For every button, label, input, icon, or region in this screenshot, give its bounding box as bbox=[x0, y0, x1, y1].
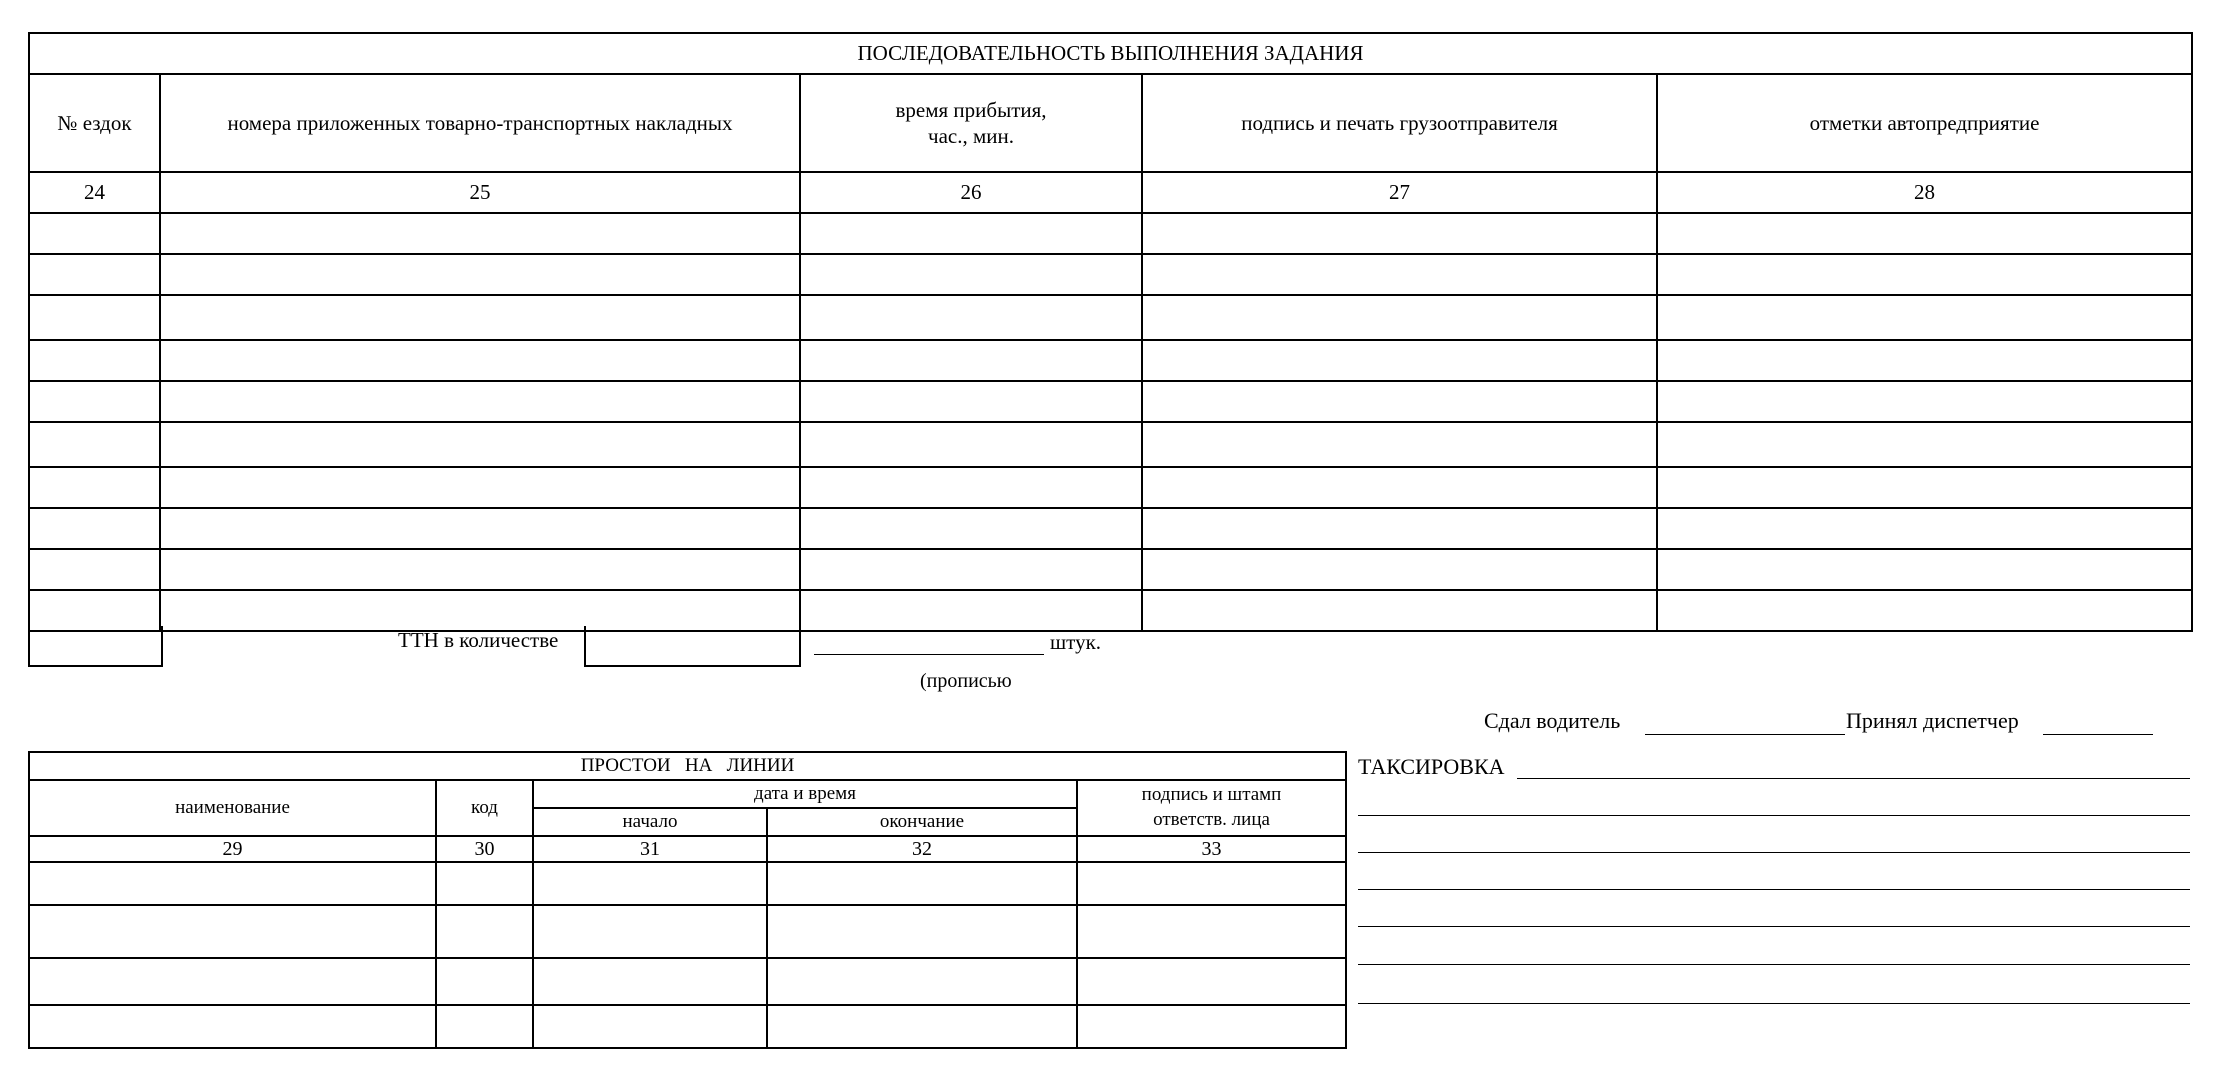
table-cell[interactable] bbox=[767, 905, 1077, 958]
table-cell[interactable] bbox=[1142, 467, 1657, 508]
table-cell[interactable] bbox=[160, 467, 800, 508]
table-row bbox=[29, 295, 2192, 340]
table-cell[interactable] bbox=[1142, 213, 1657, 254]
taxing-line-4[interactable] bbox=[1358, 889, 2190, 890]
col-num-30: 30 bbox=[436, 836, 533, 862]
table-row bbox=[29, 340, 2192, 381]
table-cell[interactable] bbox=[29, 905, 436, 958]
col-num-25: 25 bbox=[160, 172, 800, 213]
taxing-label: ТАКСИРОВКА bbox=[1358, 754, 1505, 779]
table-cell[interactable] bbox=[1142, 340, 1657, 381]
col-code-header: код bbox=[436, 780, 533, 836]
table-cell[interactable] bbox=[29, 295, 160, 340]
table-cell[interactable] bbox=[160, 295, 800, 340]
table-cell[interactable] bbox=[1142, 254, 1657, 295]
table-cell[interactable] bbox=[160, 254, 800, 295]
table-cell[interactable] bbox=[29, 549, 160, 590]
col-arrival-line2: час., мин. bbox=[928, 124, 1014, 148]
taxing-line-2[interactable] bbox=[1358, 815, 2190, 816]
table-cell[interactable] bbox=[767, 1005, 1077, 1048]
table-cell[interactable] bbox=[533, 905, 767, 958]
table-cell[interactable] bbox=[533, 1005, 767, 1048]
downtime-title: ПРОСТОИ НА ЛИНИИ bbox=[29, 752, 1346, 780]
col-num-24: 24 bbox=[29, 172, 160, 213]
table-cell[interactable] bbox=[1077, 905, 1346, 958]
table-row bbox=[29, 422, 2192, 467]
col-sign-line2: ответств. лица bbox=[1153, 809, 1270, 830]
table-row bbox=[29, 549, 2192, 590]
col-end-header: окончание bbox=[767, 808, 1077, 836]
table-cell[interactable] bbox=[800, 340, 1142, 381]
table-row bbox=[29, 1005, 1346, 1048]
table-cell[interactable] bbox=[1142, 549, 1657, 590]
table-cell[interactable] bbox=[436, 1005, 533, 1048]
col-num-29: 29 bbox=[29, 836, 436, 862]
col-num-28: 28 bbox=[1657, 172, 2192, 213]
table-cell[interactable] bbox=[1142, 508, 1657, 549]
table-cell[interactable] bbox=[533, 958, 767, 1005]
table-cell[interactable] bbox=[1657, 549, 2192, 590]
col-num-33: 33 bbox=[1077, 836, 1346, 862]
taxing-line-6[interactable] bbox=[1358, 964, 2190, 965]
table-cell[interactable] bbox=[160, 508, 800, 549]
table-cell[interactable] bbox=[29, 254, 160, 295]
table-cell[interactable] bbox=[1657, 295, 2192, 340]
table-cell[interactable] bbox=[29, 508, 160, 549]
table-cell[interactable] bbox=[29, 213, 160, 254]
col-num-32: 32 bbox=[767, 836, 1077, 862]
table-cell[interactable] bbox=[160, 340, 800, 381]
table-cell[interactable] bbox=[800, 549, 1142, 590]
taxing-line-1[interactable] bbox=[1517, 778, 2190, 779]
table-cell[interactable] bbox=[1142, 381, 1657, 422]
col-shipper-sign-header: подпись и печать грузоотправителя bbox=[1142, 74, 1657, 172]
col-sign-line1: подпись и штамп bbox=[1141, 784, 1282, 806]
table-cell[interactable] bbox=[800, 213, 1142, 254]
table-row bbox=[29, 862, 1346, 905]
table-cell[interactable] bbox=[436, 862, 533, 905]
table-cell[interactable] bbox=[800, 590, 1142, 631]
table-cell[interactable] bbox=[160, 590, 800, 631]
table-cell[interactable] bbox=[160, 422, 800, 467]
table-cell[interactable] bbox=[160, 381, 800, 422]
table-cell[interactable] bbox=[1657, 422, 2192, 467]
col-start-header: начало bbox=[533, 808, 767, 836]
table-cell[interactable] bbox=[160, 549, 800, 590]
table-cell[interactable] bbox=[436, 905, 533, 958]
table-row bbox=[29, 381, 2192, 422]
col-arrival-line1: время прибытия, bbox=[895, 97, 1047, 122]
ttn-trips-box[interactable] bbox=[28, 626, 163, 667]
table-cell[interactable] bbox=[1657, 254, 2192, 295]
table-cell[interactable] bbox=[1142, 295, 1657, 340]
table-row bbox=[29, 508, 2192, 549]
table-row bbox=[29, 254, 2192, 295]
col-arrival-header bbox=[800, 74, 1142, 172]
table-cell[interactable] bbox=[1142, 590, 1657, 631]
table-cell[interactable] bbox=[29, 467, 160, 508]
table-row bbox=[29, 590, 2192, 631]
table-cell[interactable] bbox=[800, 254, 1142, 295]
col-trips-header: № ездок bbox=[29, 74, 160, 172]
table-cell[interactable] bbox=[436, 958, 533, 1005]
table-cell[interactable] bbox=[800, 295, 1142, 340]
table-cell[interactable] bbox=[1077, 862, 1346, 905]
table-cell[interactable] bbox=[767, 862, 1077, 905]
table-cell[interactable] bbox=[29, 340, 160, 381]
sequence-table bbox=[28, 32, 2193, 632]
table-cell[interactable] bbox=[800, 422, 1142, 467]
downtime-table bbox=[28, 751, 1347, 1049]
in-words-caption: (прописью bbox=[920, 670, 1012, 692]
table-cell[interactable] bbox=[1077, 958, 1346, 1005]
dispatcher-signature-line[interactable] bbox=[2043, 734, 2153, 735]
col-num-26: 26 bbox=[800, 172, 1142, 213]
col-waybills-header: номера приложенных товарно-транспортных накладных bbox=[160, 74, 800, 172]
table-cell[interactable] bbox=[1657, 340, 2192, 381]
col-num-27: 27 bbox=[1142, 172, 1657, 213]
table-cell[interactable] bbox=[160, 213, 800, 254]
driver-signature-line[interactable] bbox=[1645, 734, 1845, 735]
table-cell[interactable] bbox=[29, 1005, 436, 1048]
table-cell[interactable] bbox=[1657, 508, 2192, 549]
table-cell[interactable] bbox=[1077, 1005, 1346, 1048]
table-cell[interactable] bbox=[800, 467, 1142, 508]
table-row bbox=[29, 958, 1346, 1005]
dispatcher-label: Принял диспетчер bbox=[1846, 708, 2019, 733]
table-row bbox=[29, 905, 1346, 958]
table-cell[interactable] bbox=[767, 958, 1077, 1005]
table-cell[interactable] bbox=[1657, 467, 2192, 508]
table-cell[interactable] bbox=[1657, 381, 2192, 422]
table-row bbox=[29, 467, 2192, 508]
sequence-title: ПОСЛЕДОВАТЕЛЬНОСТЬ ВЫПОЛНЕНИЯ ЗАДАНИЯ bbox=[29, 33, 2192, 74]
table-cell[interactable] bbox=[29, 381, 160, 422]
table-cell[interactable] bbox=[1657, 590, 2192, 631]
col-responsible-sign-header bbox=[1077, 780, 1346, 836]
taxing-line-7[interactable] bbox=[1358, 1003, 2190, 1004]
taxing-line-5[interactable] bbox=[1358, 926, 2190, 927]
table-cell[interactable] bbox=[29, 958, 436, 1005]
table-cell[interactable] bbox=[29, 590, 160, 631]
table-cell[interactable] bbox=[1657, 213, 2192, 254]
ttn-count-box[interactable] bbox=[584, 626, 801, 667]
taxing-line-3[interactable] bbox=[1358, 852, 2190, 853]
table-cell[interactable] bbox=[29, 862, 436, 905]
pieces-label: штук. bbox=[1050, 630, 1102, 654]
table-cell[interactable] bbox=[29, 422, 160, 467]
table-cell[interactable] bbox=[1142, 422, 1657, 467]
ttn-words-line[interactable] bbox=[814, 654, 1044, 655]
driver-label: Сдал водитель bbox=[1484, 708, 1621, 733]
table-cell[interactable] bbox=[800, 508, 1142, 549]
col-num-31: 31 bbox=[533, 836, 767, 862]
table-row bbox=[29, 213, 2192, 254]
table-cell[interactable] bbox=[800, 381, 1142, 422]
col-datetime-header: дата и время bbox=[533, 780, 1077, 808]
col-company-marks-header: отметки автопредприятие bbox=[1657, 74, 2192, 172]
ttn-label: ТТН в количестве bbox=[398, 628, 559, 652]
table-cell[interactable] bbox=[533, 862, 767, 905]
col-name-header: наименование bbox=[29, 780, 436, 836]
